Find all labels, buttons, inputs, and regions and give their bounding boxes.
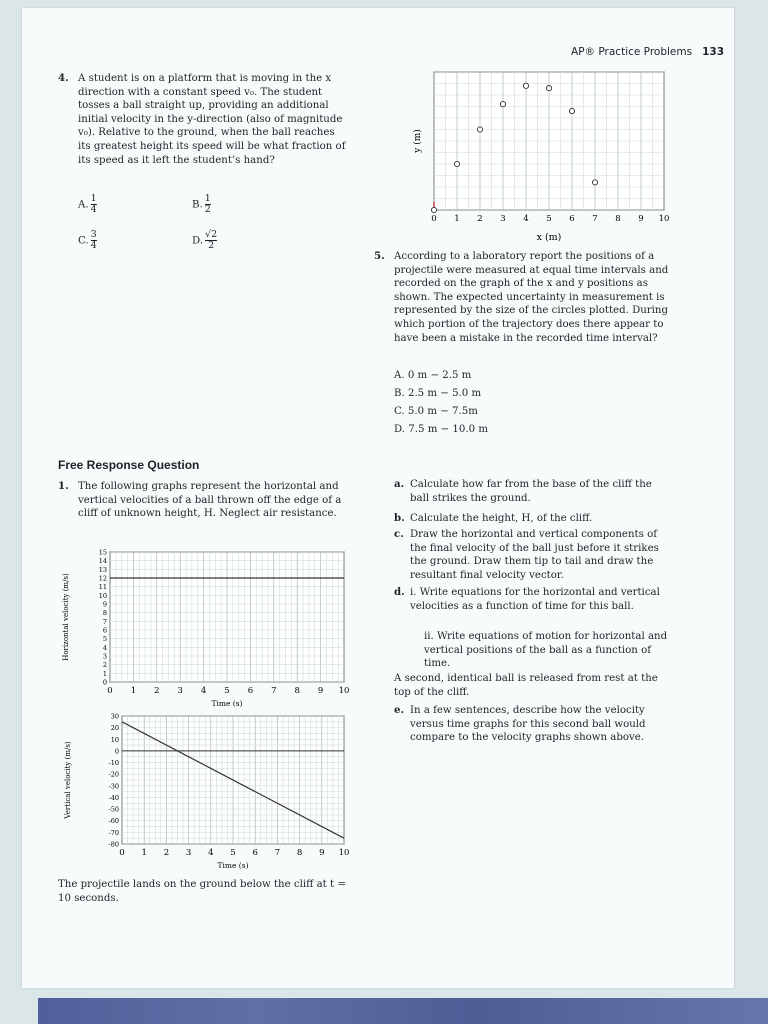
free-response-question-1 [58, 480, 348, 521]
question-4 [58, 72, 348, 167]
y-axis-label: y (m) [413, 129, 423, 153]
x-tick-label: 2 [163, 848, 170, 858]
x-tick-label: 3 [500, 214, 506, 224]
y-tick-label: 6 [102, 626, 107, 635]
page-header [571, 46, 724, 58]
x-tick-label: 8 [296, 848, 303, 858]
y-tick-label: 30 [110, 712, 119, 721]
x-tick-label: 7 [592, 214, 598, 224]
x-tick-label: 7 [271, 686, 277, 696]
x-tick-label: 4 [523, 214, 529, 224]
part-d: d. i. Write equations for the horizontal and vertical velocities as a function of time for this ball. [394, 586, 660, 612]
y-tick-label: 9 [102, 600, 107, 609]
question-5 [374, 250, 674, 345]
y-tick-label: -40 [108, 793, 119, 802]
x-tick-label: 6 [569, 214, 575, 224]
y-tick-label: 14 [98, 557, 107, 566]
y-tick-label: 13 [98, 565, 107, 574]
y-tick-label: -80 [108, 840, 119, 849]
x-tick-label: 8 [294, 686, 300, 696]
data-point [477, 127, 482, 132]
header-title: AP® Practice Problems [571, 46, 693, 58]
q4-option-d: D. $\frac{√2}{2}$ [192, 229, 218, 251]
part-a: a. Calculate how far from the base of the cliff the ball strikes the ground. [394, 478, 652, 504]
y-tick-label: 12 [98, 574, 107, 583]
x-tick-label: 10 [338, 848, 350, 858]
section-title: Free Response Question [58, 458, 200, 472]
question-text: According to a laboratory report the positions of a projectile were measured at equal time intervals and recorded on the graph of the x and y positions as shown. The expected uncertainty in measurement is represented by the size of the circles plotted. During which portion of the trajectory does there appear to have been a mistake in the recorded time interval? [394, 251, 669, 344]
page-bottom-strip [38, 998, 768, 1024]
y-tick-label: 10 [98, 591, 107, 600]
question-number: 5. [374, 250, 385, 262]
page-number: 133 [702, 46, 724, 58]
x-tick-label: 0 [119, 848, 125, 858]
x-tick-label: 4 [208, 848, 214, 858]
y-tick-label: -70 [108, 828, 119, 837]
q4-option-c: C. $\frac{3}{4}$ [78, 229, 97, 251]
data-point [454, 161, 459, 166]
y-tick-label: -60 [108, 817, 119, 826]
y-tick-label: 15 [98, 548, 107, 557]
y-tick-label: 1 [102, 669, 107, 678]
x-tick-label: 10 [658, 214, 670, 224]
x-tick-label: 0 [107, 686, 113, 696]
x-tick-label: 3 [185, 848, 192, 858]
x-tick-label: 4 [200, 686, 207, 696]
y-tick-label: -50 [108, 805, 119, 814]
x-tick-label: 1 [454, 214, 460, 224]
y-tick-label: 8 [102, 609, 107, 618]
q5-option-b: B. 2.5 m − 5.0 m [394, 388, 482, 399]
question-text: The following graphs represent the horizontal and vertical velocities of a ball thrown off the edge of a cliff of unknown height, H. Neglect air resistance. [78, 481, 342, 520]
data-point [500, 102, 505, 107]
q5-option-a: A. 0 m − 2.5 m [394, 370, 472, 381]
interlude-text: A second, identical ball is released from rest at the top of the cliff. [394, 673, 658, 698]
part-b: b. Calculate the height, H, of the cliff. [394, 512, 593, 524]
x-tick-label: 8 [615, 214, 621, 224]
x-tick-label: 0 [431, 214, 437, 224]
part-e: e. In a few sentences, describe how the velocity versus time graphs for this second ball would compare to the velocity graphs shown above. [394, 704, 646, 744]
y-tick-label: 11 [98, 583, 107, 592]
question-text: A student is on a platform that is moving in the x direction with a constant speed v₀. The student tosses a ball straight up, providing an additional initial velocity in the y-direction (also of magnitude v₀). Relative to the ground, when the ball reaches its greatest height its speed will be what fraction of its speed as it left the student’s hand? [78, 73, 346, 166]
q5-option-d: D. 7.5 m − 10.0 m [394, 424, 488, 435]
x-tick-label: 1 [141, 848, 147, 858]
data-point [592, 180, 597, 185]
y-tick-label: 4 [102, 643, 107, 652]
y-tick-label: 20 [110, 724, 119, 733]
question-number: 1. [58, 480, 69, 492]
y-tick-label: 7 [102, 617, 107, 626]
data-point [431, 207, 436, 212]
x-tick-label: 5 [224, 686, 230, 696]
vertical-velocity-chart [56, 706, 356, 874]
projectile-position-chart [380, 68, 680, 258]
x-tick-label: 2 [154, 686, 160, 696]
y-tick-label: 0 [114, 747, 119, 756]
question-number: 4. [58, 72, 69, 84]
x-tick-label: 10 [338, 686, 350, 696]
part-d-ii: ii. Write equations of motion for horizontal and vertical positions of the ball as a function of time. [424, 631, 668, 670]
x-tick-label: 2 [477, 214, 483, 224]
data-point [569, 109, 574, 114]
textbook-page [22, 8, 734, 988]
x-tick-label: 9 [317, 686, 324, 696]
y-tick-label: -10 [108, 759, 119, 768]
y-axis-label: Horizontal velocity (m/s) [62, 573, 70, 661]
x-tick-label: 7 [274, 848, 281, 858]
y-tick-label: 3 [102, 652, 107, 661]
y-tick-label: -20 [108, 770, 119, 779]
x-tick-label: 1 [130, 686, 137, 696]
x-axis-label: x (m) [536, 232, 562, 243]
x-tick-label: 6 [247, 686, 254, 696]
y-tick-label: 10 [110, 735, 119, 744]
x-tick-label: 5 [546, 214, 552, 224]
x-tick-label: 9 [638, 214, 644, 224]
q5-option-c: C. 5.0 m − 7.5m [394, 406, 478, 417]
x-tick-label: 5 [230, 848, 236, 858]
y-tick-label: 0 [102, 678, 107, 687]
y-tick-label: 5 [102, 635, 107, 644]
closing-text: The projectile lands on the ground below the cliff at t = 10 seconds. [58, 879, 346, 904]
x-tick-label: 6 [252, 848, 258, 858]
part-c: c. Draw the horizontal and vertical components of the final velocity of the ball just before it strikes the ground. Draw them tip to tail and draw the resultant final velocity vector. [394, 528, 659, 581]
data-point [546, 86, 551, 91]
x-tick-label: 3 [177, 686, 183, 696]
y-axis-label: Vertical velocity (m/s) [64, 741, 72, 819]
q4-option-a: A. $\frac{1}{4}$ [78, 193, 97, 215]
x-axis-label: Time (s) [211, 699, 243, 708]
y-tick-label: 2 [102, 661, 107, 670]
q4-option-b: B. $\frac{1}{2}$ [192, 193, 211, 215]
y-tick-label: -30 [108, 782, 119, 791]
x-axis-label: Time (s) [217, 861, 249, 870]
x-tick-label: 9 [319, 848, 325, 858]
horizontal-velocity-chart [56, 538, 356, 708]
data-point [523, 83, 528, 88]
